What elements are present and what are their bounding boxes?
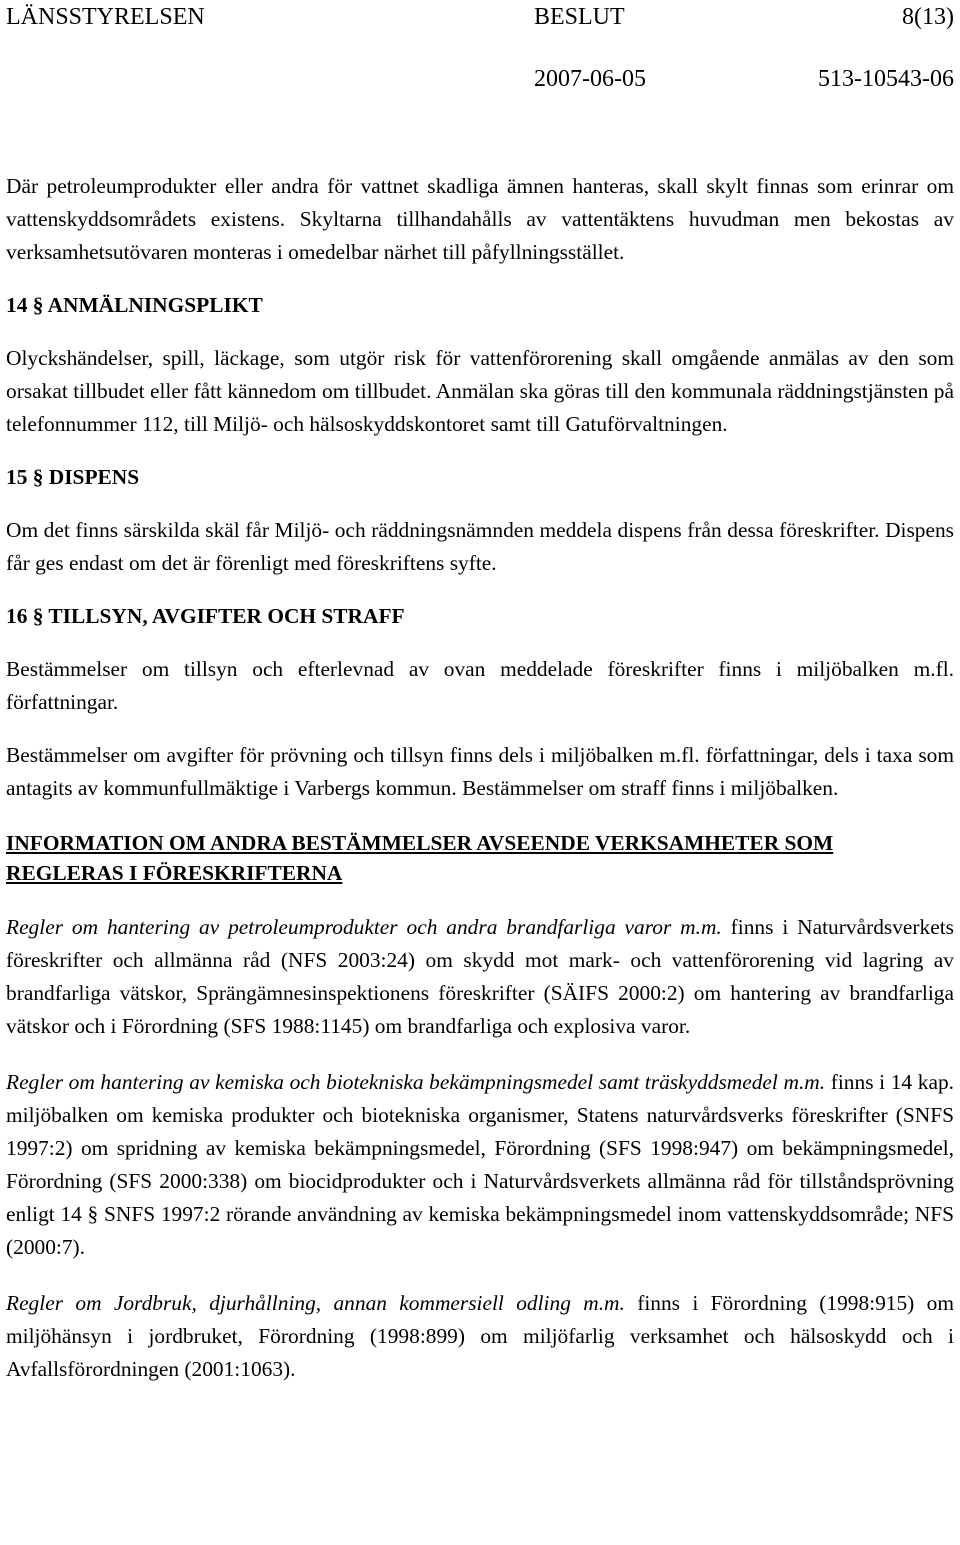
paragraph-signage: Där petroleumprodukter eller andra för vattnet skadliga ämnen hanteras, skall skylt finnas som erinrar om vattenskyddsområdets existens. Skyltarna tillhandahålls av vattentäktens huvudman men bekostas av verksamhetsutövaren monteras i omedelbar närhet till påfyllningsstället. <box>6 174 954 264</box>
info-title-pesticides: Regler om hantering av kemiska och biotekniska bekämpningsmedel samt träskyddsmedel m.m. <box>6 1070 826 1094</box>
document-type: BESLUT <box>534 4 625 30</box>
section-heading-14: 14 § ANMÄLNINGSPLIKT <box>6 293 263 317</box>
header-row-bottom <box>6 64 954 94</box>
document-body <box>6 170 954 1386</box>
section-heading-16: 16 § TILLSYN, AVGIFTER OCH STRAFF <box>6 604 405 628</box>
header-row-top <box>6 2 954 32</box>
section-heading-15: 15 § DISPENS <box>6 465 140 489</box>
paragraph-16-supervision: Bestämmelser om tillsyn och efterlevnad av ovan meddelade föreskrifter finns i miljöbalken m.fl. författningar. <box>6 657 954 714</box>
case-number: 513-10543-06 <box>818 66 954 92</box>
info-title-petroleum: Regler om hantering av petroleumprodukter och andra brandfarliga varor m.m. <box>6 915 722 939</box>
info-paragraph-pesticides <box>6 1066 954 1264</box>
info-paragraph-petroleum <box>6 911 954 1043</box>
page-header <box>6 2 954 92</box>
paragraph-15: Om det finns särskilda skäl får Miljö- och räddningsnämnden meddela dispens från dessa föreskrifter. Dispens får ges endast om det är förenligt med föreskriftens syfte. <box>6 518 954 575</box>
authority-name: LÄNSSTYRELSEN <box>6 4 205 30</box>
info-body-petroleum: finns i Naturvårdsverkets föreskrifter och allmänna råd (NFS 2003:24) om skydd mot mark- och vattenförorening vid lagring av brandfarliga vätskor, Sprängämnesinspektionens föreskrifter (SÄIFS 2000:2) om hantering av brandfarliga vätskor och i Förordning (SFS 1988:1145) om brandfarliga och explosiva varor. <box>6 915 954 1038</box>
page-number: 8(13) <box>902 4 954 30</box>
paragraph-16-fees: Bestämmelser om avgifter för prövning och tillsyn finns dels i miljöbalken m.fl. författningar, dels i taxa som antagits av kommunfullmäktige i Varbergs kommun. Bestämmelser om straff finns i miljöbalken. <box>6 743 954 800</box>
info-body-agriculture: finns i Förordning (1998:915) om miljöhänsyn i jordbruket, Förordning (1998:899) om miljöfarlig verksamhet och hälsoskydd och i Avfallsförordningen (2001:1063). <box>6 1291 954 1381</box>
document-date: 2007-06-05 <box>534 66 646 92</box>
info-paragraph-agriculture <box>6 1287 954 1386</box>
info-body-pesticides: finns i 14 kap. miljöbalken om kemiska produkter och biotekniska organismer, Statens naturvårdsverks föreskrifter (SNFS 1997:2) om spridning av kemiska bekämpningsmedel, Förordning (SFS 1998:947) om bekämpningsmedel, Förordning (SFS 2000:338) om biocidprodukter och i Naturvårdsverkets allmänna råd för tillståndsprövning enligt 14 § SNFS 1997:2 rörande användning av kemiska bekämpningsmedel inom vattenskyddsområde; NFS (2000:7). <box>6 1070 954 1259</box>
paragraph-14: Olyckshändelser, spill, läckage, som utgör risk för vattenförorening skall omgående anmälas av den som orsakat tillbudet eller fått kännedom om tillbudet. Anmälan ska göras till den kommunala räddningstjänsten på telefonnummer 112, till Miljö- och hälsoskyddskontoret samt till Gatuförvaltningen. <box>6 346 954 436</box>
info-title-agriculture: Regler om Jordbruk, djurhållning, annan kommersiell odling m.m. <box>6 1291 625 1315</box>
information-heading: INFORMATION OM ANDRA BESTÄMMELSER AVSEENDE VERKSAMHETER SOM REGLERAS I FÖRESKRIFTERNA <box>6 831 834 885</box>
